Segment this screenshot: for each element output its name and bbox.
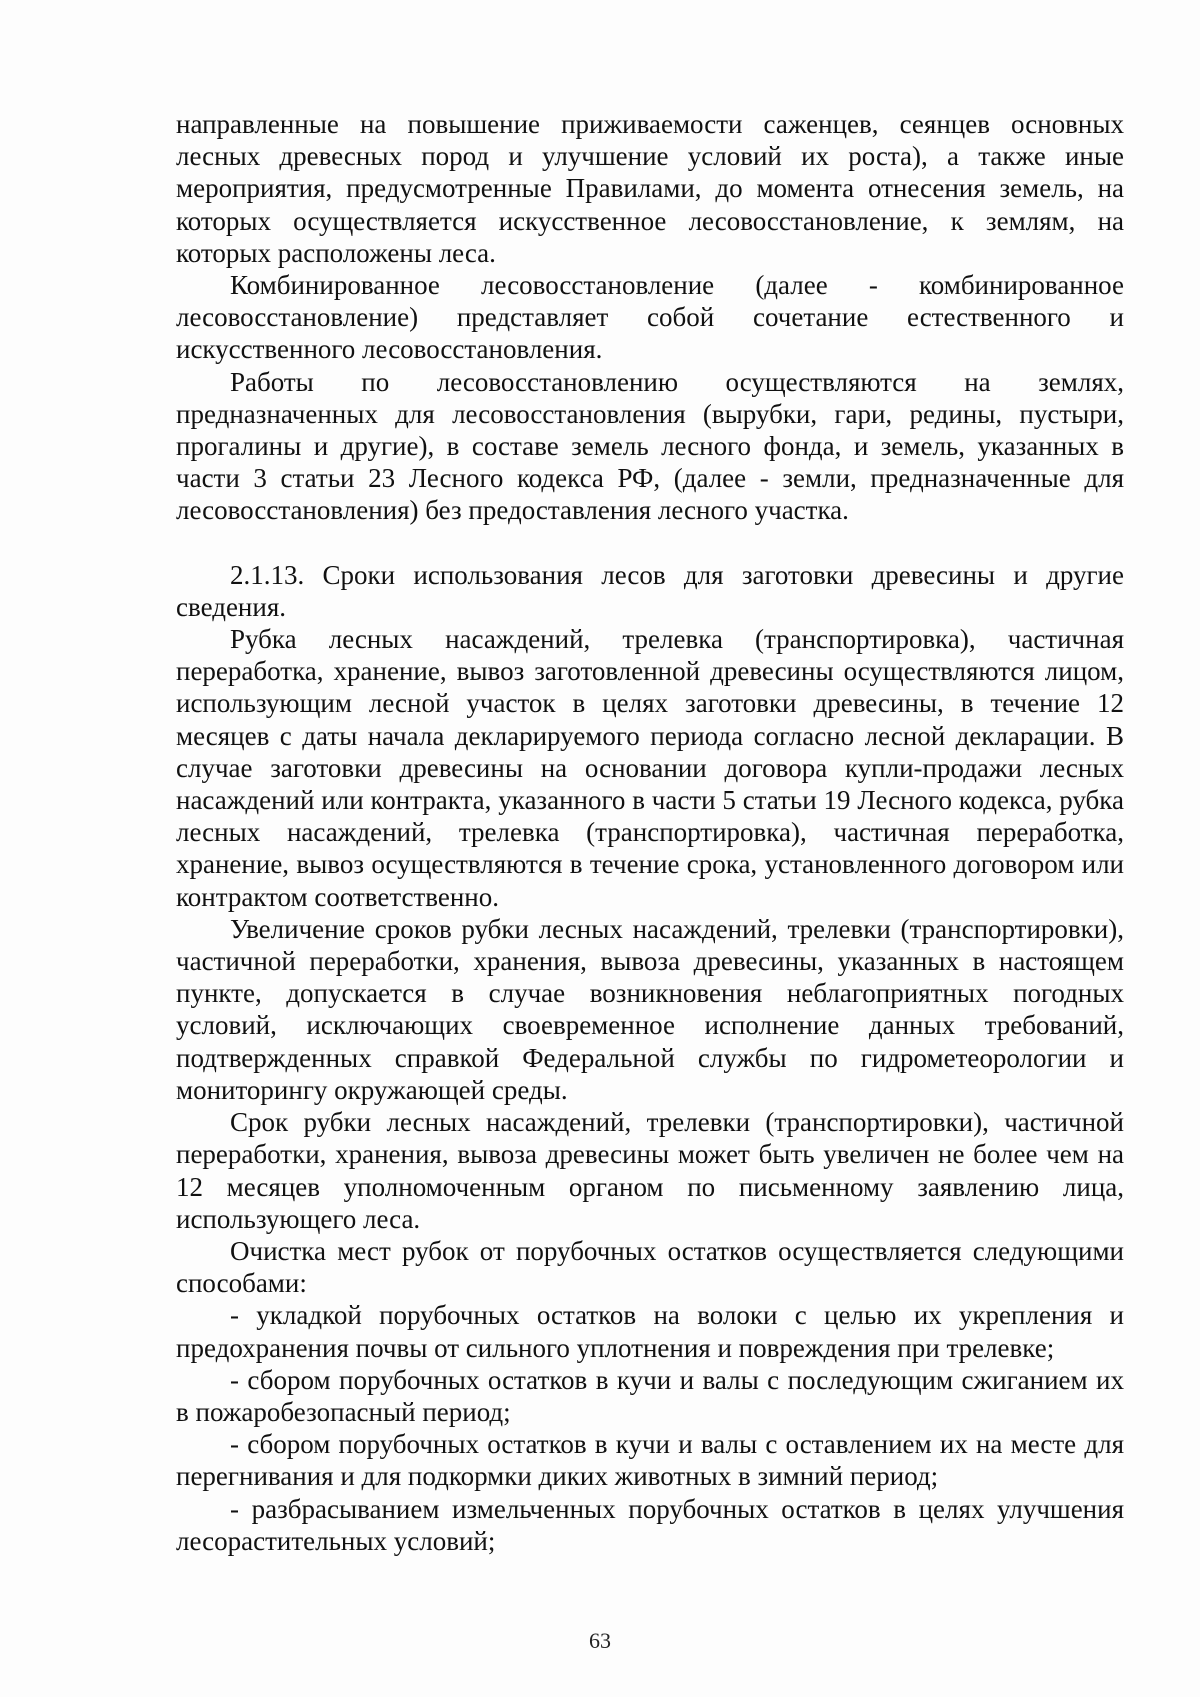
list-item-rotting: - сбором порубочных остатков в кучи и валы с оставлением их на месте для перегнивания и для подкормки диких животных в зимний период; — [176, 1429, 1124, 1492]
document-body — [176, 108, 1124, 1557]
paragraph-logging-terms: Рубка лесных насаждений, трелевка (транспортировка), частичная переработка, хранение, вывоз заготовленной древесины осуществляются лицом, использующим лесной участок в целях заготовки древесины, в течение 12 месяцев с даты начала декларируемого периода согласно лесной декларации. В случае заготовки древесины на основании договора купли-продажи лесных насаждений или контракта, указанного в части 5 статьи 19 Лесного кодекса, рубка лесных насаждений, трелевка (транспортировка), частичная переработка, хранение, вывоз осуществляются в течение срока, установленного договором или контрактом соответственно. — [176, 624, 1124, 912]
paragraph-continuation: направленные на повышение приживаемости саженцев, сеянцев основных лесных древесных пород и улучшение условий их роста), а также иные мероприятия, предусмотренные Правилами, до момента отнесения земель, на которых осуществляется искусственное лесовосстановление, к землям, на которых расположены леса. — [176, 109, 1124, 268]
list-item-skid-trails: - укладкой порубочных остатков на волоки с целью их укрепления и предохранения почвы от сильного уплотнения и повреждения при трелевке; — [176, 1300, 1124, 1363]
paragraph-combined-reforestation: Комбинированное лесовосстановление (далее - комбинированное лесовосстановление) представляет собой сочетание естественного и искусственного лесовосстановления. — [176, 270, 1124, 365]
page-number: 63 — [589, 1628, 611, 1653]
paragraph-term-extension-application: Срок рубки лесных насаждений, трелевки (транспортировки), частичной переработки, хранения, вывоза древесины может быть увеличен не более чем на 12 месяцев уполномоченным органом по письменному заявлению лица, использующего леса. — [176, 1107, 1124, 1234]
paragraph-term-extension-weather: Увеличение сроков рубки лесных насаждений, трелевки (транспортировки), частичной переработки, хранения, вывоза древесины, указанных в настоящем пункте, допускается в случае возникновения неблагоприятных погодных условий, исключающих своевременное исполнение данных требований, подтвержденных справкой Федеральной службы по гидрометеорологии и мониторингу окружающей среды. — [176, 913, 1124, 1105]
paragraph-reforestation-works: Работы по лесовосстановлению осуществляются на землях, предназначенных для лесовосстановления (вырубки, гари, редины, пустыри, прогалины и другие), в составе земель лесного фонда, и земель, указанных в части 3 статьи 23 Лесного кодекса РФ, (далее - земли, предназначенные для лесовосстановления) без предоставления лесного участка. — [176, 366, 1124, 526]
paragraph-cleaning-methods: Очистка мест рубок от порубочных остатков осуществляется следующими способами: — [176, 1235, 1124, 1299]
section-heading-2-1-13: 2.1.13. Сроки использования лесов для заготовки древесины и другие сведения. — [176, 559, 1124, 622]
list-item-scattering: - разбрасыванием измельченных порубочных остатков в целях улучшения лесорастительных условий; — [176, 1493, 1124, 1556]
list-item-burning: - сбором порубочных остатков в кучи и валы с последующим сжиганием их в пожаробезопасный период; — [176, 1364, 1124, 1427]
